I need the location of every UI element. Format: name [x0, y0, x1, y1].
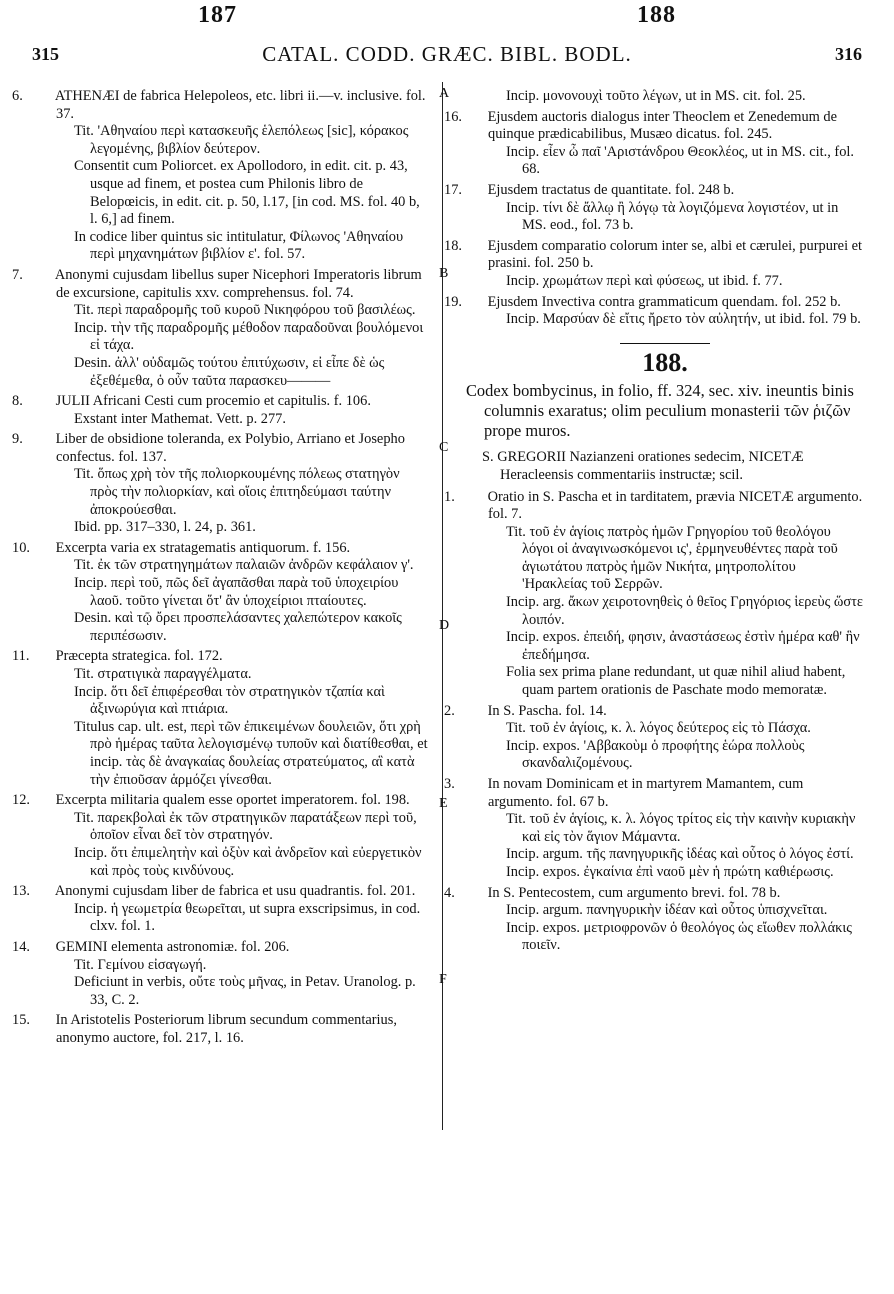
entry-number: 4.: [444, 884, 455, 901]
entry-detail: Tit. τοῦ ἐν ἁγίοις, κ. λ. λόγος δεύτερος εἰς τὸ Πάσχα.: [506, 720, 811, 737]
codex-description: Codex bombycinus, in folio, ff. 324, sec. xiv. ineuntis binis columnis exaratus; olim peculium monasterii τῶν ῥιζῶν prope muros.: [466, 381, 854, 441]
entry-title: In S. Pentecostem, cum argumento brevi. fol. 78 b.: [487, 884, 781, 901]
entry-detail: Deficiunt in verbis, οὔτε τοὺς μῆνας, in Petav. Uranolog. p. 33, C. 2.: [74, 974, 416, 1008]
entry-heading: [12, 266, 430, 302]
entry-detail: Incip. arg. ἄκων χειροτονηθεὶς ὁ θεῖος Γρηγόριος ἱερεὺς ὥστε λοιπόν.: [506, 594, 863, 628]
entry-number: 2.: [444, 702, 455, 719]
entry-heading: [12, 88, 430, 123]
entry-number: 3.: [444, 776, 455, 792]
catalogue-entry: [12, 393, 430, 428]
entry-number: 11.: [12, 648, 30, 665]
right-column: [444, 88, 864, 958]
entry-number: 18.: [444, 237, 462, 254]
entry-heading: [444, 293, 864, 312]
entry-detail: Tit. στρατιγικὰ παραγγέλματα.: [74, 666, 252, 682]
page-header: [24, 44, 870, 70]
catalogue-entry: [444, 293, 864, 329]
catalogue-entry: [12, 883, 430, 936]
catalogue-entry: [12, 539, 430, 646]
entry-title: Ejusdem tractatus de quantitate. fol. 248 b.: [487, 181, 735, 198]
catalogue-entry: [444, 488, 864, 700]
entry-detail: Incip. argum. πανηγυρικὴν ἰδέαν καὶ οὗτος ὑπισχνεῖται.: [506, 902, 828, 919]
entry-heading: [444, 776, 864, 811]
entry-heading: [444, 237, 864, 273]
entry-heading: [444, 488, 864, 524]
entry-title: JULII Africani Cesti cum procemio et capitulis. f. 106.: [55, 393, 371, 410]
entry-number: 16.: [444, 108, 462, 125]
entry-detail: Incip. χρωμάτων περὶ καὶ φύσεως, ut ibid. f. 77.: [506, 272, 783, 289]
entry-number: 7.: [12, 266, 23, 283]
margin-letter: E: [439, 796, 448, 811]
catalogue-entry: [12, 792, 430, 880]
entry-title: In Aristotelis Posteriorum librum secundum commentarius, anonymo auctore, fol. 217, l. 16.: [55, 1012, 397, 1046]
entry-detail: Tit. Γεμίνου εἰσαγωγή.: [74, 956, 207, 973]
entry-heading: [444, 702, 864, 721]
entry-detail: Incip. εἶεν ὦ παῖ 'Αριστάνδρου Θεοκλέος, ut in MS. cit., fol. 68.: [506, 143, 855, 178]
catalogue-entry: [444, 884, 864, 955]
entry-detail: Ibid. pp. 317–330, l. 24, p. 361.: [74, 519, 256, 536]
entry-number: 8.: [12, 393, 23, 410]
catalogue-entry: [12, 266, 430, 390]
entry-title: In novam Dominicam et in martyrem Mamantem, cum argumento. fol. 67 b.: [487, 776, 804, 810]
entry-title: GEMINI elementa astronomiæ. fol. 206.: [55, 938, 290, 955]
entry-number: 10.: [12, 539, 30, 556]
catalogue-entry: [444, 702, 864, 773]
handwritten-folio-left: 187: [198, 2, 237, 28]
entry-number: 9.: [12, 431, 23, 448]
entry-number: 14.: [12, 938, 30, 955]
entry-detail: Incip. expos. ἐγκαίνια ἐπὶ ναοῦ μὲν ἡ πρώτη καθιέρωσις.: [506, 863, 834, 880]
entry-title: Ejusdem Invectiva contra grammaticum quendam. fol. 252 b.: [487, 293, 841, 310]
codex-entries: [444, 488, 864, 955]
entry-title: Præcepta strategica. fol. 172.: [55, 648, 223, 665]
entry-detail: Incip. τὴν τῆς παραδρομῆς μέθοδον παραδοῦναι βουλόμενοι εἰ τάχα.: [74, 319, 424, 354]
entry-title: Oratio in S. Pascha et in tarditatem, prævia NICETÆ argumento. fol. 7.: [487, 488, 863, 523]
entry-heading: [12, 431, 430, 466]
page-number-right: 316: [835, 44, 862, 64]
entry-detail: Tit. τοῦ ἐν ἁγίοις πατρὸς ἡμῶν Γρηγορίου τοῦ θεολόγου λόγοι οἱ ἀναγινωσκόμενοι ις', ἑρμηνευθέντες παρὰ τοῦ ἁγιωτάτου πατρὸς ἡμῶν Νικήτα, μητροπολίτου 'Ηρακλείας τοῦ Σερρῶν.: [506, 523, 838, 593]
entry-detail: Incip. expos. ἐπειδή, φησιν, ἀναστάσεως ἐστὶν ἡμέρα καθ' ἣν ἐπεδήμησα.: [506, 629, 860, 663]
entry-detail: Tit. περὶ παραδρομῆς τοῦ κυροῦ Νικηφόρου τοῦ βασιλέως.: [74, 302, 416, 319]
catalogue-entry: [444, 181, 864, 235]
entry-number: 6.: [12, 88, 23, 104]
catalogue-entry: [12, 648, 430, 789]
entry-detail: Incip. expos. 'Αββακοὺμ ὁ προφήτης ἑώρα πολλοὺς σκανδαλιζομένους.: [506, 737, 805, 772]
running-title: CATAL. CODD. GRÆC. BIBL. BODL.: [262, 42, 632, 66]
entry-detail: Tit. τοῦ ἐν ἁγίοις, κ. λ. λόγος τρίτος εἰς τὴν καινὴν κυριακὴν καὶ εἰς τὸν ἅγιον Μάμαντα.: [506, 811, 856, 845]
entry-heading: [12, 393, 430, 411]
catalogue-entry: [466, 88, 864, 106]
entry-number: 12.: [12, 792, 30, 809]
right-column-entries: [444, 88, 864, 329]
entry-detail: Tit. παρεκβολαὶ ἐκ τῶν στρατηγικῶν παρατάξεων περὶ τοῦ, ὁποῖον εἶναι δεῖ τὸν στρατηγόν.: [74, 809, 417, 844]
codex-number: 188.: [642, 347, 688, 377]
entry-title: Ejusdem comparatio colorum inter se, albi et cærulei, purpurei et prasini. fol. 250 b.: [487, 237, 863, 272]
entry-detail: Incip. τίνι δὲ ἄλλῳ ἢ λόγῳ τὰ λογιζόμενα λογιστέον, ut in MS. eod., fol. 73 b.: [506, 199, 839, 234]
entry-number: 19.: [444, 293, 462, 310]
entry-heading: [12, 1012, 430, 1047]
entry-detail: Exstant inter Mathemat. Vett. p. 277.: [74, 410, 286, 427]
catalogue-entry: [12, 938, 430, 1009]
catalogue-entry: [12, 431, 430, 537]
page-number-left: 315: [32, 44, 59, 64]
entry-detail: Consentit cum Poliorcet. ex Apollodoro, in edit. cit. p. 43, usque ad finem, et postea cum Philonis libro de Belopœicis, in edit. cit. p. 50, l.17, [in cod. MS. fol. 40 b, l. 6,] ad finem.: [74, 158, 420, 228]
entry-detail: Incip. expos. μετριοφρονῶν ὁ θεολόγος ὡς εἴωθεν πολλάκις ποιεῖν.: [506, 919, 853, 954]
margin-letter: C: [439, 440, 449, 455]
catalogue-entry: [444, 237, 864, 291]
entry-detail: Incip. Μαρσύαν δὲ εἴτις ἤρετο τὸν αὐλητήν, ut ibid. fol. 79 b.: [506, 311, 861, 328]
codex-intro: S. GREGORII Nazianzeni orationes sedecim, NICETÆ Heracleensis commentariis instructæ; scil.: [482, 449, 804, 483]
entry-number: 17.: [444, 181, 462, 198]
entry-heading: [12, 648, 430, 666]
entry-title: Excerpta varia ex stratagematis antiquorum. f. 156.: [55, 539, 351, 556]
margin-letter: A: [439, 86, 450, 101]
entry-title: ATHENÆI de fabrica Helepoleos, etc. libri ii.—v. inclusive. fol. 37.: [54, 88, 426, 122]
catalogue-entry: [12, 88, 430, 264]
entry-number: 13.: [12, 883, 30, 900]
entry-heading: [12, 792, 430, 810]
entry-heading: [12, 539, 430, 558]
margin-letter: D: [439, 618, 450, 633]
entry-title: Anonymi cujusdam liber de fabrica et usu quadrantis. fol. 201.: [54, 883, 416, 900]
entry-number: 1.: [444, 488, 455, 505]
entry-detail: Tit. ὅπως χρὴ τὸν τῆς πολιορκουμένης πόλεως στατηγὸν πρὸς τὴν πολιορκίαν, καὶ οἵοις ἐπιτηδεύμασι ταύτην ἀποκρούεσθαι.: [74, 466, 400, 518]
entry-detail: Desin. καὶ τῷ ὄρει προσπελάσαντες χαλεπώτερον κακοῖς περιπέσωσιν.: [74, 610, 402, 644]
catalogue-entry: [444, 108, 864, 179]
entry-detail: Incip. ἡ γεωμετρία θεωρεῖται, ut supra exscripsimus, in cod. clxv. fol. 1.: [74, 900, 421, 935]
entry-title: Liber de obsidione toleranda, ex Polybio, Arriano et Josepho confectus. fol. 137.: [55, 431, 405, 465]
margin-letter: F: [439, 972, 447, 987]
entry-detail: Incip. ὅτι ἐπιμελητὴν καὶ ὀξὺν καὶ ἀνδρεῖον καὶ εὐεργετικὸν καὶ πρὸς τοὺς κινδύνους.: [74, 844, 422, 879]
entry-title: Anonymi cujusdam libellus super Nicephori Imperatoris librum de excursione, capitulis xxv. comprehensus. fol. 74.: [54, 266, 422, 301]
entry-heading: [12, 883, 430, 901]
entry-title: In S. Pascha. fol. 14.: [487, 702, 607, 719]
entry-detail: Tit. ἐκ τῶν στρατηγημάτων παλαιῶν ἀνδρῶν κεφάλαιον γ'.: [74, 557, 414, 574]
catalogue-entry: [12, 1012, 430, 1047]
entry-title: Excerpta militaria qualem esse oportet imperatorem. fol. 198.: [55, 792, 410, 809]
entry-heading: [12, 938, 430, 957]
entry-detail: Desin. ἀλλ' οὐδαμῶς τούτου ἐπιτύχωσιν, εἰ εἶπε δὲ ὡς ἐξεθέμεθα, ὁ οὖν ταῦτα παρασκευ———: [74, 354, 385, 389]
entry-heading: [444, 884, 864, 903]
entry-title: Ejusdem auctoris dialogus inter Theoclem et Zenedemum de quinque prædicabilibus, Musæo dicatus. fol. 245.: [487, 108, 838, 143]
entry-detail: Folia sex prima plane redundant, ut quæ nihil aliud habent, quam partem orationis de Paschate modo memoratæ.: [506, 664, 846, 699]
entry-number: 15.: [12, 1012, 30, 1029]
entry-detail: In codice liber quintus sic intitulatur, Φίλωνος 'Αθηναίου περὶ μηχανημάτων βιβλίον ε'. fol. 57.: [74, 228, 404, 263]
margin-letter: B: [439, 266, 449, 281]
handwritten-folio-right: 188: [637, 2, 676, 28]
entry-detail: Incip. argum. τῆς πανηγυρικῆς ἰδέας καὶ οὗτος ὁ λόγος ἐστί.: [506, 846, 854, 863]
entry-detail: Incip. ὅτι δεῖ ἐπιφέρεσθαι τὸν στρατηγικὸν τζαπία καὶ ἀξινωρύγια καὶ πτιάρια.: [74, 683, 385, 718]
entry-detail: Tit. 'Αθηναίου περὶ κατασκευῆς ἑλεπόλεως [sic], κόρακος λεγομένης, βιβλίον δεύτερον.: [74, 123, 409, 157]
entry-detail: Incip. περὶ τοῦ, πῶς δεῖ ἀγαπᾶσθαι παρὰ τοῦ ὑποχειρίου λαοῦ. τοῦτο γίνεται ὅτ' ἂν ὑποχείριοι πταίουτες.: [74, 575, 399, 609]
section-rule: [620, 343, 710, 344]
entry-heading: [444, 108, 864, 144]
entry-detail: Incip. μονονουχὶ τοῦτο λέγων, ut in MS. cit. fol. 25.: [506, 88, 806, 104]
entry-heading: [444, 181, 864, 200]
left-column: [12, 88, 430, 1050]
entry-detail: Titulus cap. ult. est, περὶ τῶν ἐπικειμένων δουλειῶν, ὅτι χρὴ πρὸ ἡμέρας ταῦτα λελογισμένῳ τυποῦν καὶ διατίθεσθαι, et incip. τὰς δὲ ἀναγκαίας δουλείας στρατεύματος, αἳ κατὰ τὴν ἐπιοῦσαν ἁρμόζει γίνεσθαι.: [74, 718, 428, 788]
catalogue-entry: [444, 776, 864, 882]
